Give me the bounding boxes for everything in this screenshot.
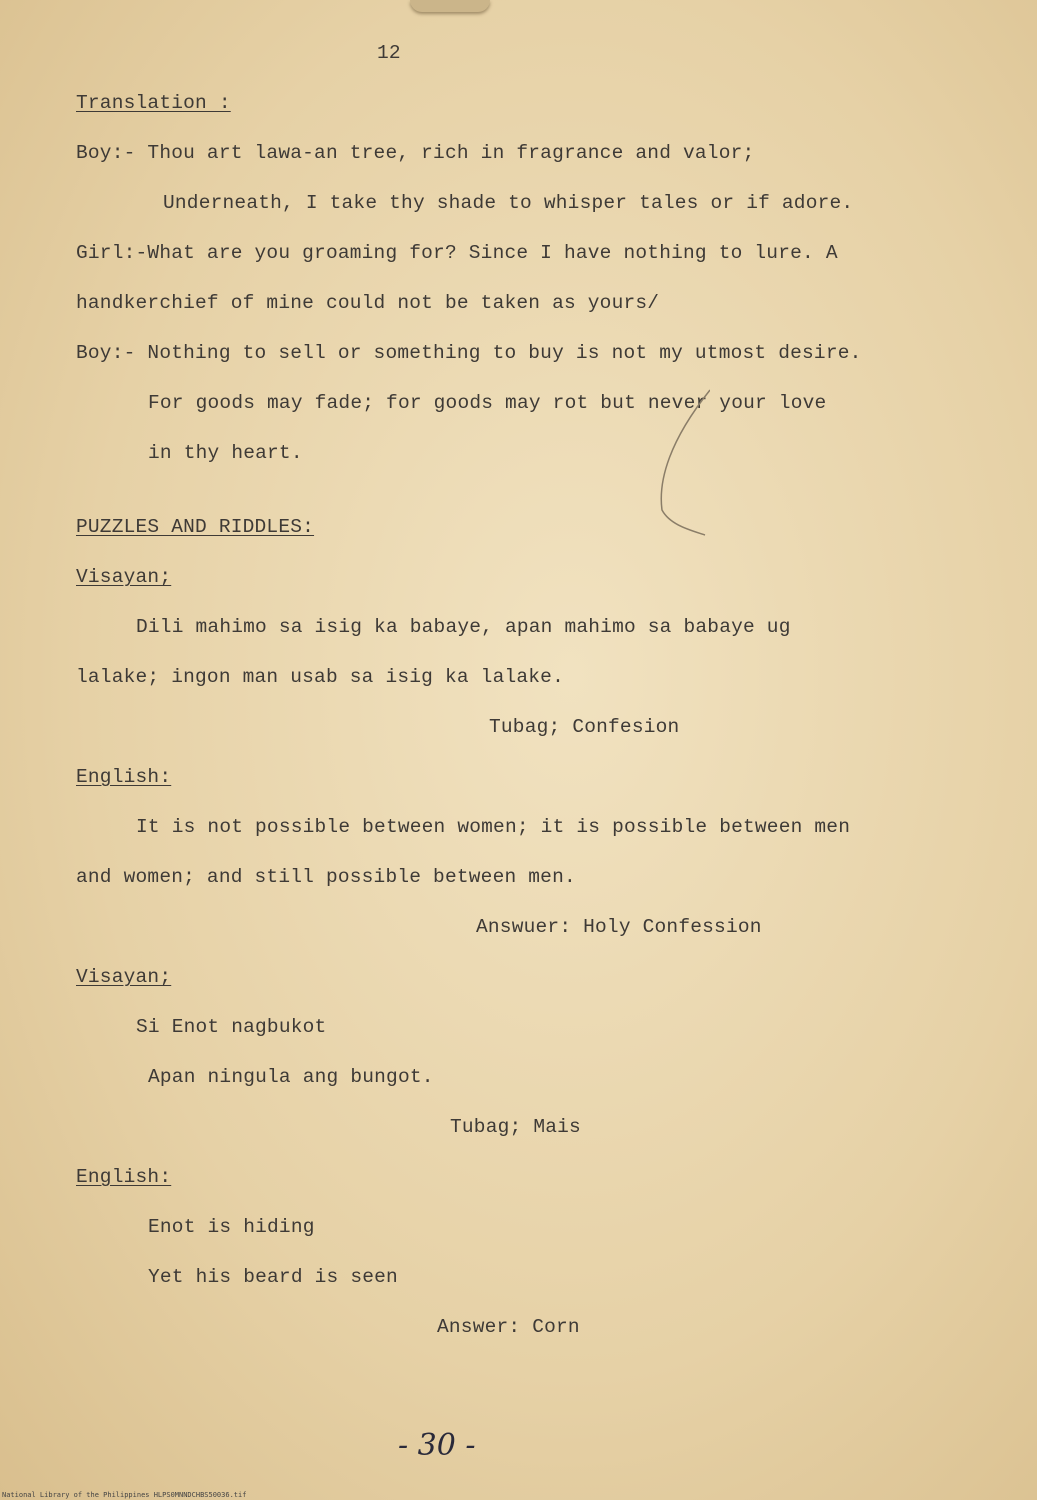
- riddle2-english-line: Yet his beard is seen: [148, 1266, 398, 1288]
- translation-line: Boy:- Nothing to sell or something to buy is not my utmost desire.: [76, 342, 862, 364]
- pencil-mark: [650, 360, 710, 540]
- riddle1-visayan-label: Visayan;: [76, 566, 172, 588]
- translation-line: in thy heart.: [148, 442, 303, 464]
- translation-line: Boy:- Thou art lawa-an tree, rich in fragrance and valor;: [76, 142, 755, 164]
- riddle1-visayan-answer: Tubag; Confesion: [489, 716, 680, 738]
- riddle2-english-label: English:: [76, 1166, 172, 1188]
- translation-line: Underneath, I take thy shade to whisper tales or if adore.: [163, 192, 854, 214]
- riddle1-english-answer: Answuer: Holy Confession: [476, 916, 762, 938]
- handwritten-page-number: - 30 -: [398, 1428, 476, 1463]
- staple-mark: [410, 0, 490, 12]
- riddle1-english-line: It is not possible between women; it is possible between men: [136, 816, 851, 838]
- riddle1-visayan-line: lalake; ingon man usab sa isig ka lalake.: [76, 666, 564, 688]
- archive-footer: National Library of the Philippines HLPS0MNNDCHBS50036.tif: [2, 1491, 247, 1499]
- translation-line: handkerchief of mine could not be taken as yours/: [76, 292, 660, 314]
- riddle2-visayan-line: Si Enot nagbukot: [136, 1016, 327, 1038]
- translation-line: For goods may fade; for goods may rot but never your love: [148, 392, 827, 414]
- riddle1-english-line: and women; and still possible between men.: [76, 866, 576, 888]
- riddle1-visayan-line: Dili mahimo sa isig ka babaye, apan mahimo sa babaye ug: [136, 616, 791, 638]
- riddle2-english-line: Enot is hiding: [148, 1216, 315, 1238]
- puzzles-heading: PUZZLES AND RIDDLES:: [76, 516, 315, 538]
- page-number: 12: [377, 42, 401, 64]
- riddle2-visayan-line: Apan ningula ang bungot.: [148, 1066, 434, 1088]
- riddle2-visayan-answer: Tubag; Mais: [450, 1116, 581, 1138]
- translation-line: Girl:-What are you groaming for? Since I have nothing to lure. A: [76, 242, 838, 264]
- riddle2-english-answer: Answer: Corn: [437, 1316, 580, 1338]
- riddle2-visayan-label: Visayan;: [76, 966, 172, 988]
- translation-heading: Translation :: [76, 92, 231, 114]
- riddle1-english-label: English:: [76, 766, 172, 788]
